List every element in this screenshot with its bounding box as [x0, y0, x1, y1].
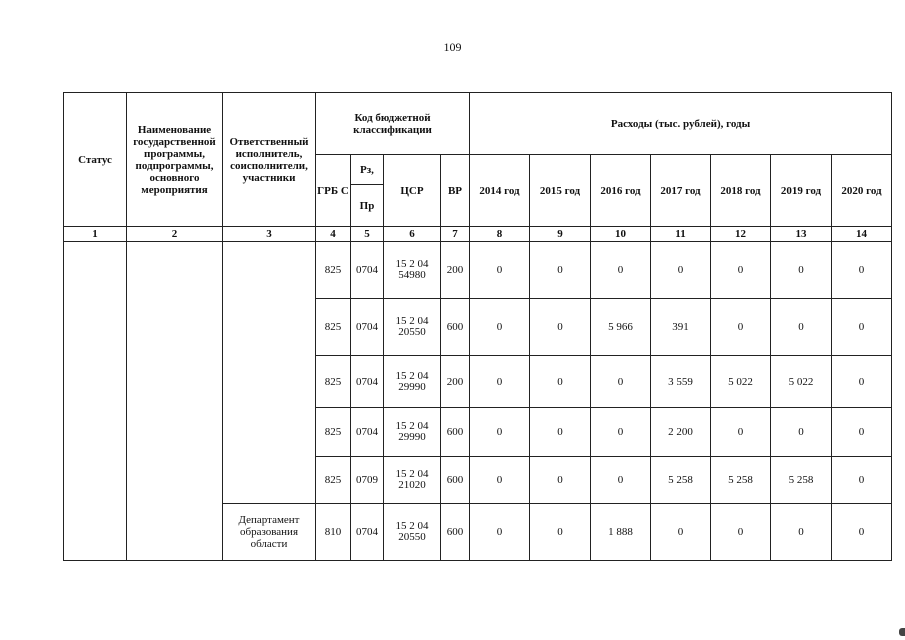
- column-number: 8: [470, 227, 530, 242]
- column-number: 5: [351, 227, 384, 242]
- value-cell: 5 022: [771, 356, 832, 408]
- column-number: 9: [530, 227, 591, 242]
- value-cell: 5 258: [711, 457, 771, 504]
- scroll-edge-marker: [899, 628, 905, 636]
- header-expenses: Расходы (тыс. рублей), годы: [470, 93, 892, 155]
- value-cell: 5 022: [711, 356, 771, 408]
- header-year: 2014 год: [470, 155, 530, 227]
- header-responsible: Ответственный исполнитель, соисполнители, участники: [223, 93, 316, 227]
- grbs-cell: 825: [316, 457, 351, 504]
- value-cell: 0: [832, 356, 892, 408]
- value-cell: 0: [771, 408, 832, 457]
- header-year: 2017 год: [651, 155, 711, 227]
- grbs-cell: 825: [316, 299, 351, 356]
- header-csr: ЦСР: [384, 155, 441, 227]
- vr-cell: 600: [441, 408, 470, 457]
- rzpr-cell: 0704: [351, 356, 384, 408]
- csr-cell: 15 2 04 20550: [384, 299, 441, 356]
- header-year: 2018 год: [711, 155, 771, 227]
- value-cell: 0: [591, 408, 651, 457]
- value-cell: 5 966: [591, 299, 651, 356]
- program-name-cell: [127, 242, 223, 561]
- header-budget-code: Код бюджетной классификации: [316, 93, 470, 155]
- value-cell: 0: [530, 299, 591, 356]
- responsible-cell: Департамент образования области: [223, 504, 316, 561]
- value-cell: 0: [651, 242, 711, 299]
- header-year: 2015 год: [530, 155, 591, 227]
- value-cell: 1 888: [591, 504, 651, 561]
- csr-cell: 15 2 04 54980: [384, 242, 441, 299]
- rzpr-cell: 0704: [351, 299, 384, 356]
- value-cell: 3 559: [651, 356, 711, 408]
- column-number: 10: [591, 227, 651, 242]
- value-cell: 0: [470, 242, 530, 299]
- vr-cell: 600: [441, 504, 470, 561]
- value-cell: 0: [711, 408, 771, 457]
- csr-cell: 15 2 04 29990: [384, 356, 441, 408]
- column-number: 6: [384, 227, 441, 242]
- vr-cell: 200: [441, 356, 470, 408]
- grbs-cell: 825: [316, 242, 351, 299]
- value-cell: 2 200: [651, 408, 711, 457]
- header-year: 2019 год: [771, 155, 832, 227]
- value-cell: 0: [771, 242, 832, 299]
- csr-cell: 15 2 04 29990: [384, 408, 441, 457]
- vr-cell: 600: [441, 457, 470, 504]
- value-cell: 0: [591, 242, 651, 299]
- status-cell: [64, 242, 127, 561]
- table-row: [64, 242, 892, 299]
- value-cell: 0: [470, 504, 530, 561]
- header-status: Статус: [64, 93, 127, 227]
- column-number: 13: [771, 227, 832, 242]
- column-number: 12: [711, 227, 771, 242]
- rzpr-cell: 0704: [351, 504, 384, 561]
- value-cell: 5 258: [651, 457, 711, 504]
- header-pr: Пр: [351, 185, 384, 227]
- value-cell: 0: [530, 504, 591, 561]
- value-cell: 0: [470, 299, 530, 356]
- grbs-cell: 810: [316, 504, 351, 561]
- column-number: 7: [441, 227, 470, 242]
- value-cell: 0: [832, 242, 892, 299]
- column-number: 4: [316, 227, 351, 242]
- page-number: 109: [443, 40, 462, 54]
- column-number: 2: [127, 227, 223, 242]
- value-cell: 0: [651, 504, 711, 561]
- value-cell: 0: [771, 504, 832, 561]
- value-cell: 0: [470, 457, 530, 504]
- value-cell: 0: [711, 242, 771, 299]
- value-cell: 0: [530, 408, 591, 457]
- rzpr-cell: 0704: [351, 242, 384, 299]
- responsible-cell: [223, 242, 316, 504]
- vr-cell: 200: [441, 242, 470, 299]
- header-rz: Рз,: [351, 155, 384, 185]
- budget-table: [63, 92, 892, 561]
- header-year: 2020 год: [832, 155, 892, 227]
- column-number: 1: [64, 227, 127, 242]
- grbs-cell: 825: [316, 356, 351, 408]
- header-year: 2016 год: [591, 155, 651, 227]
- value-cell: 0: [832, 457, 892, 504]
- header-name: Наименование государственной программы, подпрограммы, основного мероприятия: [127, 93, 223, 227]
- column-number: 3: [223, 227, 316, 242]
- value-cell: 0: [530, 242, 591, 299]
- value-cell: 391: [651, 299, 711, 356]
- value-cell: 0: [530, 356, 591, 408]
- csr-cell: 15 2 04 21020: [384, 457, 441, 504]
- grbs-cell: 825: [316, 408, 351, 457]
- column-numbers-row: [64, 227, 892, 242]
- header-grbs: ГРБ С: [316, 155, 351, 227]
- value-cell: 0: [832, 408, 892, 457]
- value-cell: 0: [832, 504, 892, 561]
- value-cell: 0: [591, 457, 651, 504]
- value-cell: 0: [530, 457, 591, 504]
- value-cell: 0: [711, 504, 771, 561]
- rzpr-cell: 0704: [351, 408, 384, 457]
- value-cell: 0: [832, 299, 892, 356]
- header-vr: ВР: [441, 155, 470, 227]
- vr-cell: 600: [441, 299, 470, 356]
- column-number: 14: [832, 227, 892, 242]
- value-cell: 0: [591, 356, 651, 408]
- column-number: 11: [651, 227, 711, 242]
- value-cell: 0: [470, 408, 530, 457]
- value-cell: 0: [470, 356, 530, 408]
- value-cell: 5 258: [771, 457, 832, 504]
- rzpr-cell: 0709: [351, 457, 384, 504]
- value-cell: 0: [711, 299, 771, 356]
- csr-cell: 15 2 04 20550: [384, 504, 441, 561]
- value-cell: 0: [771, 299, 832, 356]
